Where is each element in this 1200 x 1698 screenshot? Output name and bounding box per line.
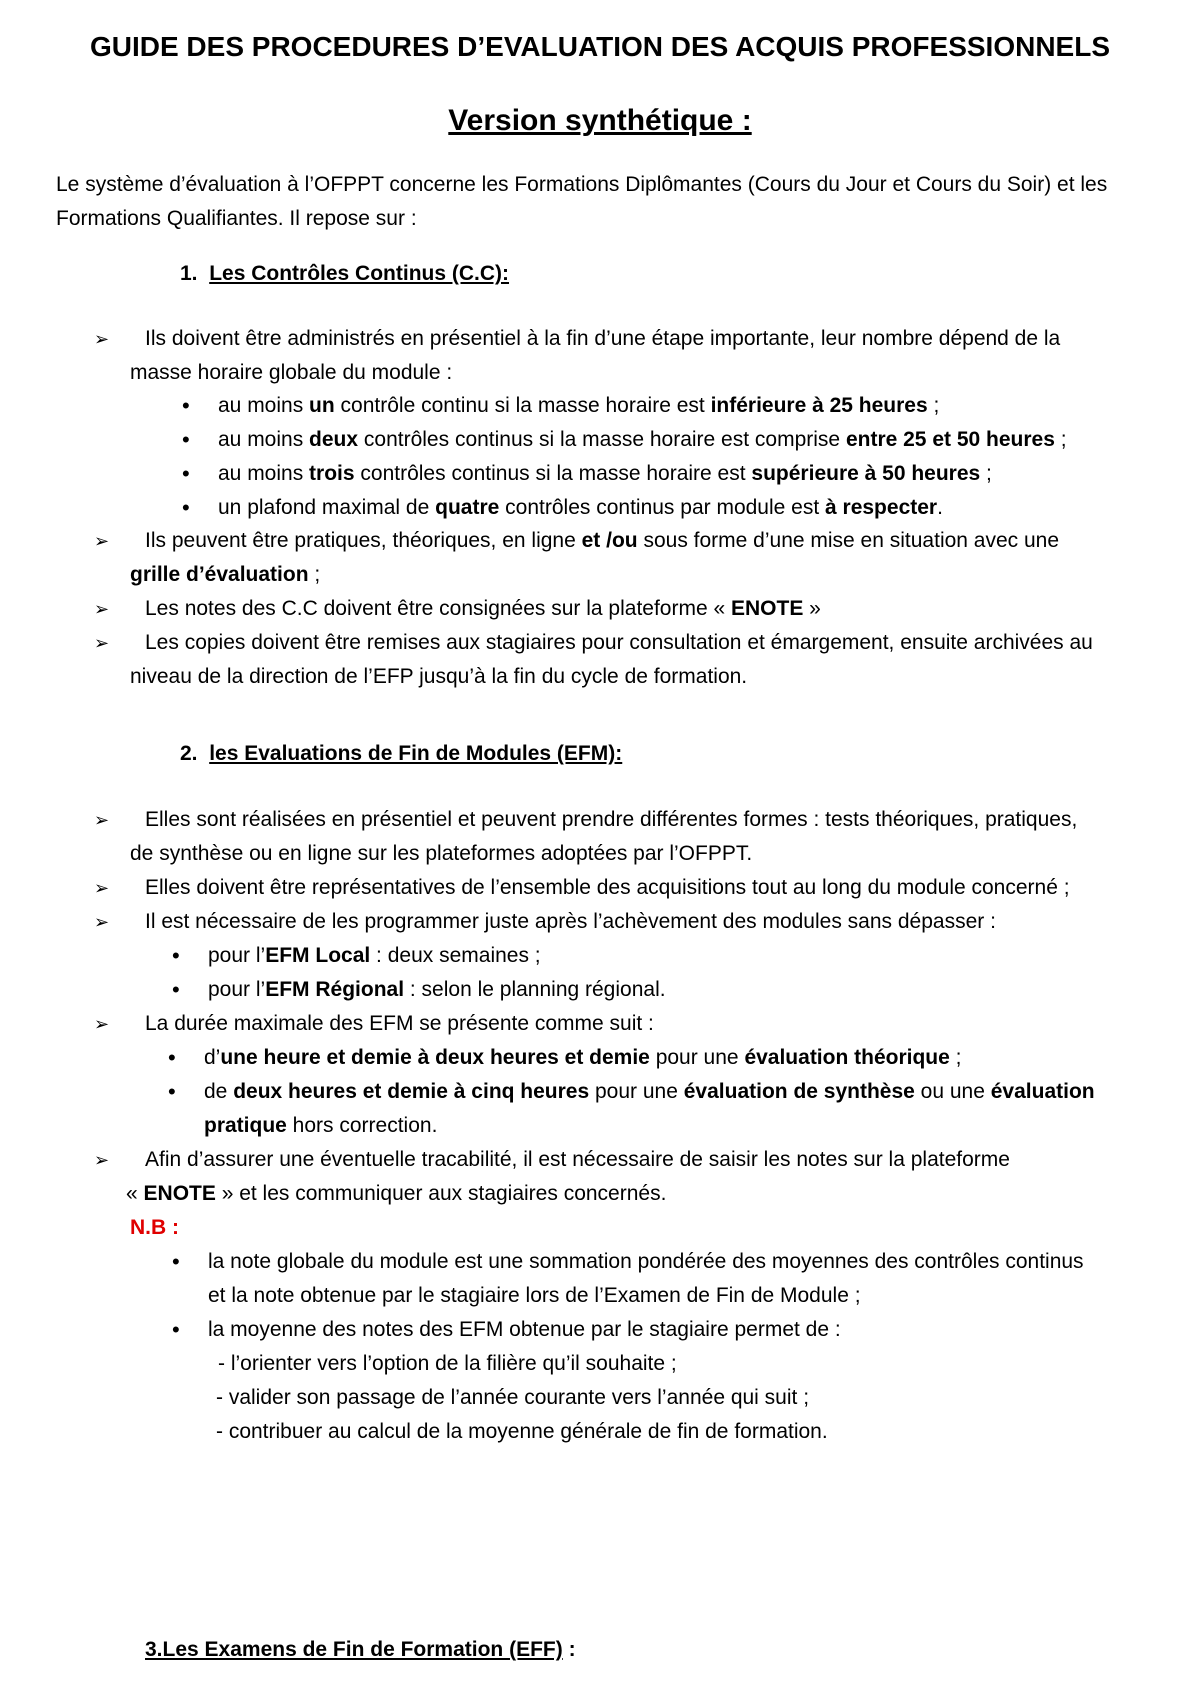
s1-bullet-3: Les notes des C.C doivent être consignées sur la plateforme « ENOTE » — [145, 597, 821, 620]
s2-bullet-2: Elles doivent être représentatives de l’ensemble des acquisitions tout au long du module concerné ; — [145, 876, 1070, 899]
round-bullet-icon: • — [172, 977, 180, 1002]
s1-bullet-4-line-2: niveau de la direction de l’EFP jusqu’à la fin du cycle de formation. — [130, 665, 748, 688]
section-1-heading: 1. Les Contrôles Continus (C.C): — [180, 262, 510, 285]
s2-bullet-5-line-1: Afin d’assurer une éventuelle tracabilité, il est nécessaire de saisir les notes sur la plateforme — [145, 1148, 1010, 1171]
section-3-heading: 3.Les Examens de Fin de Formation (EFF) : — [145, 1638, 576, 1661]
s1-bullet-2-line-2: grille d’évaluation ; — [130, 563, 321, 586]
s2-duration-synthese-line-2: pratique hors correction. — [204, 1114, 438, 1137]
arrowhead-bullet-icon: ➢ — [94, 599, 110, 619]
round-bullet-icon: • — [172, 943, 180, 968]
document-subtitle: Version synthétique : — [448, 104, 752, 137]
s1-sub-2: au moins deux contrôles continus si la masse horaire est comprise entre 25 et 50 heures ; — [218, 428, 1067, 451]
arrowhead-bullet-icon: ➢ — [94, 531, 110, 551]
round-bullet-icon: • — [182, 461, 190, 486]
section-2-heading: 2. les Evaluations de Fin de Modules (EFM): — [180, 742, 623, 765]
arrowhead-bullet-icon: ➢ — [94, 912, 110, 932]
round-bullet-icon: • — [168, 1045, 176, 1070]
round-bullet-icon: • — [182, 427, 190, 452]
s2-duration-theorique: d’une heure et demie à deux heures et demie pour une évaluation théorique ; — [204, 1046, 962, 1069]
nb-item-1-line-1: la note globale du module est une sommation pondérée des moyennes des contrôles continus — [208, 1250, 1084, 1273]
arrowhead-bullet-icon: ➢ — [94, 1150, 110, 1170]
s2-duration-synthese-line-1: de deux heures et demie à cinq heures pour une évaluation de synthèse ou une évaluation — [204, 1080, 1095, 1103]
nb-item-2-c: - contribuer au calcul de la moyenne générale de fin de formation. — [216, 1420, 828, 1443]
arrowhead-bullet-icon: ➢ — [94, 329, 110, 349]
s2-bullet-5-line-2: « ENOTE » et les communiquer aux stagiaires concernés. — [126, 1182, 667, 1205]
intro-line-1: Le système d’évaluation à l’OFPPT concerne les Formations Diplômantes (Cours du Jour et Cours du Soir) et les — [56, 173, 1108, 196]
nb-item-2: la moyenne des notes des EFM obtenue par le stagiaire permet de : — [208, 1318, 841, 1341]
arrowhead-bullet-icon: ➢ — [94, 810, 110, 830]
arrowhead-bullet-icon: ➢ — [94, 1014, 110, 1034]
arrowhead-bullet-icon: ➢ — [94, 633, 110, 653]
s2-bullet-1-line-2: de synthèse ou en ligne sur les plateformes adoptées par l’OFPPT. — [130, 842, 753, 865]
s2-sub-efm-local: pour l’EFM Local : deux semaines ; — [208, 944, 541, 967]
s1-sub-3: au moins trois contrôles continus si la masse horaire est supérieure à 50 heures ; — [218, 462, 992, 485]
s1-bullet-1-line-1: Ils doivent être administrés en présentiel à la fin d’une étape importante, leur nombre dépend de la — [145, 327, 1061, 350]
s1-bullet-4-line-1: Les copies doivent être remises aux stagiaires pour consultation et émargement, ensuite archivées au — [145, 631, 1093, 654]
round-bullet-icon: • — [182, 393, 190, 418]
s2-bullet-3: Il est nécessaire de les programmer juste après l’achèvement des modules sans dépasser : — [145, 910, 996, 933]
nb-item-2-a: - l’orienter vers l’option de la filière qu’il souhaite ; — [218, 1352, 677, 1375]
intro-line-2: Formations Qualifiantes. Il repose sur : — [56, 207, 417, 230]
nb-label: N.B : — [130, 1216, 179, 1239]
s1-sub-1: au moins un contrôle continu si la masse horaire est inférieure à 25 heures ; — [218, 394, 940, 417]
s2-bullet-4: La durée maximale des EFM se présente comme suit : — [145, 1012, 654, 1035]
round-bullet-icon: • — [172, 1249, 180, 1274]
document-title: GUIDE DES PROCEDURES D’EVALUATION DES ACQUIS PROFESSIONNELS — [89, 31, 1111, 62]
round-bullet-icon: • — [172, 1317, 180, 1342]
nb-item-1-line-2: et la note obtenue par le stagiaire lors de l’Examen de Fin de Module ; — [208, 1284, 861, 1307]
nb-item-2-b: - valider son passage de l’année courante vers l’année qui suit ; — [216, 1386, 810, 1409]
arrowhead-bullet-icon: ➢ — [94, 878, 110, 898]
s2-sub-efm-regional: pour l’EFM Régional : selon le planning régional. — [208, 978, 666, 1001]
s1-sub-4: un plafond maximal de quatre contrôles continus par module est à respecter. — [218, 496, 943, 519]
s1-bullet-1-line-2: masse horaire globale du module : — [130, 361, 453, 384]
s2-bullet-1-line-1: Elles sont réalisées en présentiel et peuvent prendre différentes formes : tests théoriques, pratiques, — [145, 808, 1078, 831]
round-bullet-icon: • — [182, 495, 190, 520]
s1-bullet-2-line-1: Ils peuvent être pratiques, théoriques, en ligne et /ou sous forme d’une mise en situation avec une — [145, 529, 1060, 552]
round-bullet-icon: • — [168, 1079, 176, 1104]
